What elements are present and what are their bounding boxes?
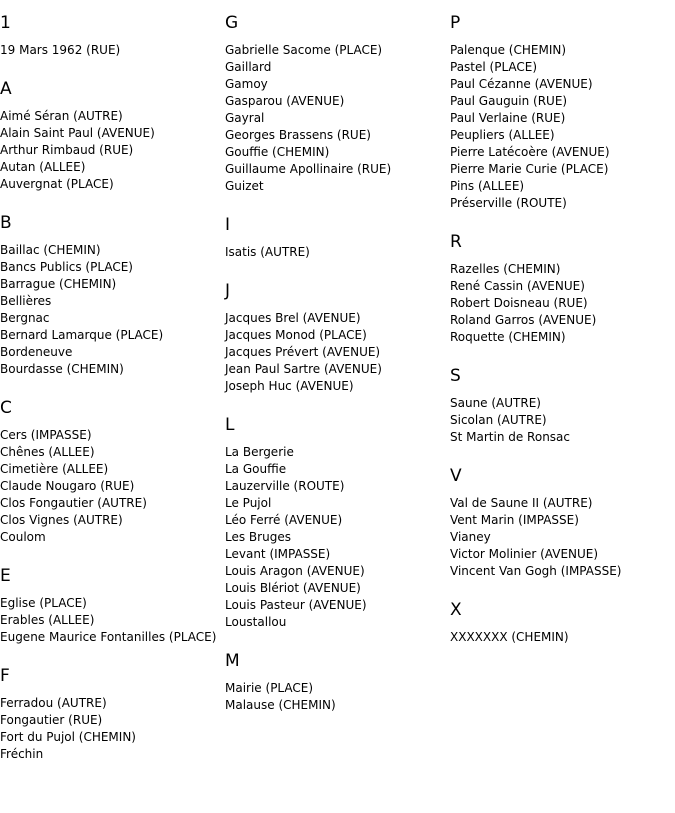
street-name: Vincent Van Gogh (IMPASSE) — [450, 564, 622, 578]
section-letter-heading: F — [0, 666, 10, 686]
street-name: La Bergerie — [225, 445, 294, 459]
street-name: Paul Verlaine (RUE) — [450, 111, 566, 125]
street-name: Les Bruges — [225, 530, 291, 544]
street-name: Loustallou — [225, 615, 287, 629]
street-name: Val de Saune II (AUTRE) — [450, 496, 593, 510]
letter-section — [0, 665, 225, 763]
section-letter-heading: 1 — [0, 13, 11, 33]
street-name: Préserville (ROUTE) — [450, 196, 567, 210]
street-name: Gasparou (AVENUE) — [225, 94, 345, 108]
street-name: Mairie (PLACE) — [225, 681, 314, 695]
street-name: Bellières — [0, 294, 52, 308]
street-name: Clos Fongautier (AUTRE) — [0, 496, 147, 510]
section-letter-heading: A — [0, 79, 12, 99]
street-name: Arthur Rimbaud (RUE) — [0, 143, 134, 157]
street-name: Eglise (PLACE) — [0, 596, 87, 610]
street-name: Cers (IMPASSE) — [0, 428, 92, 442]
street-name: Autan (ALLEE) — [0, 160, 86, 174]
street-name: Fréchin — [0, 747, 44, 761]
street-name: Pastel (PLACE) — [450, 60, 538, 74]
street-name: Le Pujol — [225, 496, 272, 510]
street-name: Baillac (CHEMIN) — [0, 243, 101, 257]
letter-section — [0, 12, 225, 59]
section-letter-heading: G — [225, 13, 239, 33]
section-letter-heading: V — [450, 466, 462, 486]
letter-section — [450, 231, 675, 346]
street-name: Joseph Huc (AVENUE) — [225, 379, 354, 393]
street-name: Lauzerville (ROUTE) — [225, 479, 345, 493]
street-name: Jean Paul Sartre (AVENUE) — [225, 362, 382, 376]
section-letter-heading: X — [450, 600, 462, 620]
street-name: Louis Blériot (AVENUE) — [225, 581, 361, 595]
street-name: Sicolan (AUTRE) — [450, 413, 547, 427]
street-name: Louis Aragon (AVENUE) — [225, 564, 365, 578]
street-name: Fongautier (RUE) — [0, 713, 103, 727]
letter-section — [0, 397, 225, 546]
section-letter-heading: I — [225, 215, 231, 235]
street-name: Eugene Maurice Fontanilles (PLACE) — [0, 630, 217, 644]
street-name: Ferradou (AUTRE) — [0, 696, 107, 710]
street-name: Gabrielle Sacome (PLACE) — [225, 43, 383, 57]
street-name: Jacques Brel (AVENUE) — [225, 311, 361, 325]
street-name: Gayral — [225, 111, 265, 125]
street-name: Guillaume Apollinaire (RUE) — [225, 162, 392, 176]
letter-section — [225, 214, 450, 261]
street-name: Guizet — [225, 179, 264, 193]
street-name: Bernard Lamarque (PLACE) — [0, 328, 164, 342]
street-name: Cimetière (ALLEE) — [0, 462, 109, 476]
letter-section — [225, 280, 450, 395]
letter-section — [0, 78, 225, 193]
street-name: Pierre Latécoère (AVENUE) — [450, 145, 610, 159]
street-name: Isatis (AUTRE) — [225, 245, 310, 259]
street-name: 19 Mars 1962 (RUE) — [0, 43, 121, 57]
street-name: Levant (IMPASSE) — [225, 547, 331, 561]
letter-section — [450, 599, 675, 646]
street-name: Jacques Monod (PLACE) — [225, 328, 367, 342]
street-name: Roland Garros (AVENUE) — [450, 313, 597, 327]
street-name: Pierre Marie Curie (PLACE) — [450, 162, 609, 176]
street-name: Victor Molinier (AVENUE) — [450, 547, 599, 561]
section-letter-heading: L — [225, 415, 235, 435]
street-name: Paul Gauguin (RUE) — [450, 94, 568, 108]
letter-section — [0, 565, 225, 646]
letter-section — [225, 650, 450, 714]
street-name: Claude Nougaro (RUE) — [0, 479, 135, 493]
street-name: La Gouffie — [225, 462, 287, 476]
street-name: Fort du Pujol (CHEMIN) — [0, 730, 136, 744]
letter-section — [225, 12, 450, 195]
section-letter-heading: P — [450, 13, 461, 33]
section-letter-heading: M — [225, 651, 240, 671]
street-index-column-2 — [225, 12, 450, 714]
section-letter-heading: R — [450, 232, 462, 252]
street-name: Gamoy — [225, 77, 268, 91]
section-letter-heading: J — [225, 281, 231, 301]
section-letter-heading: B — [0, 213, 12, 233]
street-name: Robert Doisneau (RUE) — [450, 296, 588, 310]
street-name: Bancs Publics (PLACE) — [0, 260, 133, 274]
letter-section — [450, 365, 675, 446]
street-name: Georges Brassens (RUE) — [225, 128, 371, 142]
street-name: Chênes (ALLEE) — [0, 445, 95, 459]
street-name: Vianey — [450, 530, 491, 544]
street-index-column-1 — [0, 12, 225, 763]
street-name: René Cassin (AVENUE) — [450, 279, 585, 293]
street-name: Razelles (CHEMIN) — [450, 262, 561, 276]
street-name: Louis Pasteur (AVENUE) — [225, 598, 367, 612]
letter-section — [450, 12, 675, 212]
street-name: Aimé Séran (AUTRE) — [0, 109, 123, 123]
street-name: St Martin de Ronsac — [450, 430, 570, 444]
street-name: Pins (ALLEE) — [450, 179, 525, 193]
street-name: Bergnac — [0, 311, 50, 325]
letter-section — [450, 465, 675, 580]
street-name: Palenque (CHEMIN) — [450, 43, 567, 57]
street-name: Clos Vignes (AUTRE) — [0, 513, 123, 527]
street-name: Coulom — [0, 530, 46, 544]
street-name: Paul Cézanne (AVENUE) — [450, 77, 593, 91]
street-name: Bourdasse (CHEMIN) — [0, 362, 124, 376]
street-name: Auvergnat (PLACE) — [0, 177, 114, 191]
street-name: Saune (AUTRE) — [450, 396, 541, 410]
section-letter-heading: S — [450, 366, 461, 386]
street-name: Léo Ferré (AVENUE) — [225, 513, 343, 527]
letter-section — [225, 414, 450, 631]
street-name: Gaillard — [225, 60, 272, 74]
street-name: Erables (ALLEE) — [0, 613, 95, 627]
street-name: Barrague (CHEMIN) — [0, 277, 117, 291]
street-name: Gouffie (CHEMIN) — [225, 145, 330, 159]
street-index-column-3 — [450, 12, 675, 646]
street-name: Peupliers (ALLEE) — [450, 128, 555, 142]
street-name: Roquette (CHEMIN) — [450, 330, 566, 344]
street-name: Vent Marin (IMPASSE) — [450, 513, 579, 527]
letter-section — [0, 212, 225, 378]
street-name: Alain Saint Paul (AVENUE) — [0, 126, 155, 140]
section-letter-heading: E — [0, 566, 11, 586]
street-name: Jacques Prévert (AVENUE) — [225, 345, 381, 359]
street-name: Bordeneuve — [0, 345, 73, 359]
street-name: XXXXXXX (CHEMIN) — [450, 630, 569, 644]
section-letter-heading: C — [0, 398, 12, 418]
street-name: Malause (CHEMIN) — [225, 698, 336, 712]
